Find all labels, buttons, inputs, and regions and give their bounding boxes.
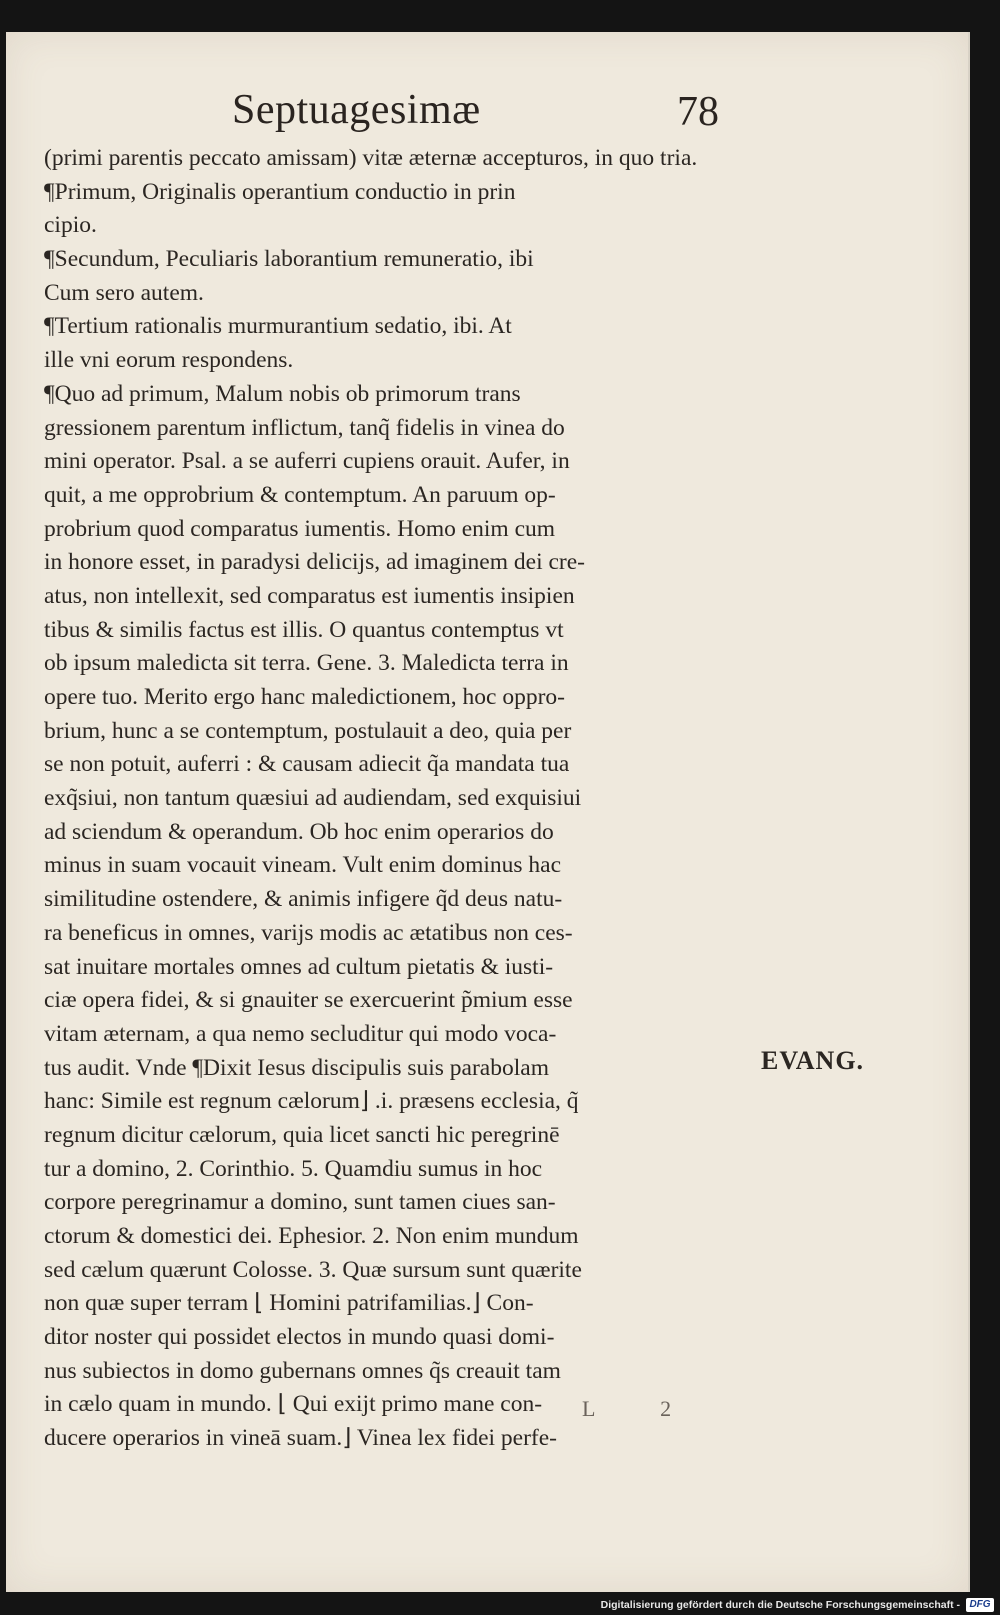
text-line: hanc: Simile est regnum cælorum⌋ .i. præsens ecclesia, q̃ xyxy=(44,1088,579,1115)
text-line: ¶Quo ad primum, Malum nobis ob primorum trans xyxy=(44,380,521,407)
text-line: ¶Secundum, Peculiaris laborantium remuneratio, ibi xyxy=(44,246,534,273)
text-line: exq̃siui, non tantum quæsiui ad audiendam, sed exquisiui xyxy=(44,785,582,812)
text-line: ctorum & domestici dei. Ephesior. 2. Non enim mundum xyxy=(44,1223,579,1249)
text-line: quit, a me opprobrium & contemptum. An paruum op- xyxy=(44,481,556,508)
text-line: ¶Primum, Originalis operantium conductio in prin xyxy=(44,178,516,205)
text-line: corpore peregrinamur a domino, sunt tamen ciues san- xyxy=(44,1189,556,1216)
text-line: tus audit. Vnde ¶Dixit Iesus discipulis suis parabolam xyxy=(44,1054,549,1081)
text-line: in honore esset, in paradysi delicijs, ad imaginem dei cre- xyxy=(44,549,585,576)
text-line: gressionem parentum inflictum, tanq̃ fidelis in vinea do xyxy=(44,414,565,441)
text-line: probrium quod comparatus iumentis. Homo enim cum xyxy=(44,515,556,542)
text-line: ad sciendum & operandum. Ob hoc enim operarios do xyxy=(44,818,554,845)
page-number: 78 xyxy=(677,89,719,135)
body-text xyxy=(44,142,774,1456)
text-line: ille vni eorum respondens. xyxy=(44,347,294,374)
text-line: atus, non intellexit, sed comparatus est iumentis insipien xyxy=(44,582,575,609)
text-line: Cum sero autem. xyxy=(44,279,204,306)
text-line: nus subiectos in domo gubernans omnes q̃s creauit tam xyxy=(44,1357,561,1384)
text-line: tibus & similis factus est illis. O quantus contemptus vt xyxy=(44,616,564,643)
text-line: similitudine ostendere, & animis infigere q̃d deus natu- xyxy=(44,886,563,913)
text-line: opere tuo. Merito ergo hanc maledictionem, hoc oppro- xyxy=(44,684,565,710)
text-line: ob ipsum maledicta sit terra. Gene. 3. Maledicta terra in xyxy=(44,650,569,677)
margin-note: EVANG. xyxy=(761,1046,865,1075)
text-line: vitam æternam, a qua nemo secluditur qui modo voca- xyxy=(44,1020,557,1047)
text-line: cipio. xyxy=(44,212,97,239)
running-title: Septuagesimæ xyxy=(232,87,481,133)
text-line: ciæ opera fidei, & si gnauiter se exercuerint p̃mium esse xyxy=(44,987,573,1014)
text-line: ¶Tertium rationalis murmurantium sedatio, ibi. At xyxy=(44,313,512,340)
text-line: tur a domino, 2. Corinthio. 5. Quamdiu sumus in hoc xyxy=(44,1155,543,1182)
text-line: se non potuit, auferri : & causam adiecit q̃a mandata tua xyxy=(44,751,570,778)
text-line: ducere operarios in vineā suam.⌋ Vinea lex fidei perfe- xyxy=(44,1425,558,1452)
running-head xyxy=(232,86,752,136)
text-line: non quæ super terram ⌊ Homini patrifamilias.⌋ Con- xyxy=(44,1290,534,1317)
text-line: ra beneficus in omnes, varijs modis ac ætatibus non ces- xyxy=(44,919,573,946)
dfg-logo-icon: DFG xyxy=(966,1598,994,1612)
text-line: minus in suam vocauit vineam. Vult enim dominus hac xyxy=(44,852,562,879)
text-line: mini operator. Psal. a se auferri cupiens orauit. Aufer, in xyxy=(44,448,570,475)
signature-mark: L 2 xyxy=(582,1396,702,1421)
text-line: in cælo quam in mundo. ⌊ Qui exijt primo mane con- xyxy=(44,1391,543,1418)
text-line: brium, hunc a se contemptum, postulauit a deo, quia per xyxy=(44,717,572,744)
text-line: sed cælum quærunt Colosse. 3. Quæ sursum sunt quærite xyxy=(44,1256,582,1283)
text-line: (primi parentis peccato amissam) vitæ æternæ accepturos, in quo tria. xyxy=(44,145,698,171)
text-line: sat inuitare mortales omnes ad cultum pietatis & iusti- xyxy=(44,953,554,980)
text-line: ditor noster qui possidet electos in mundo quasi domi- xyxy=(44,1324,555,1351)
text-line: regnum dicitur cælorum, quia licet sancti hic peregrinē xyxy=(44,1121,560,1148)
footer-credit: Digitalisierung gefördert durch die Deutsche Forschungsgemeinschaft - xyxy=(600,1599,960,1611)
footer-bar xyxy=(0,1596,1000,1615)
